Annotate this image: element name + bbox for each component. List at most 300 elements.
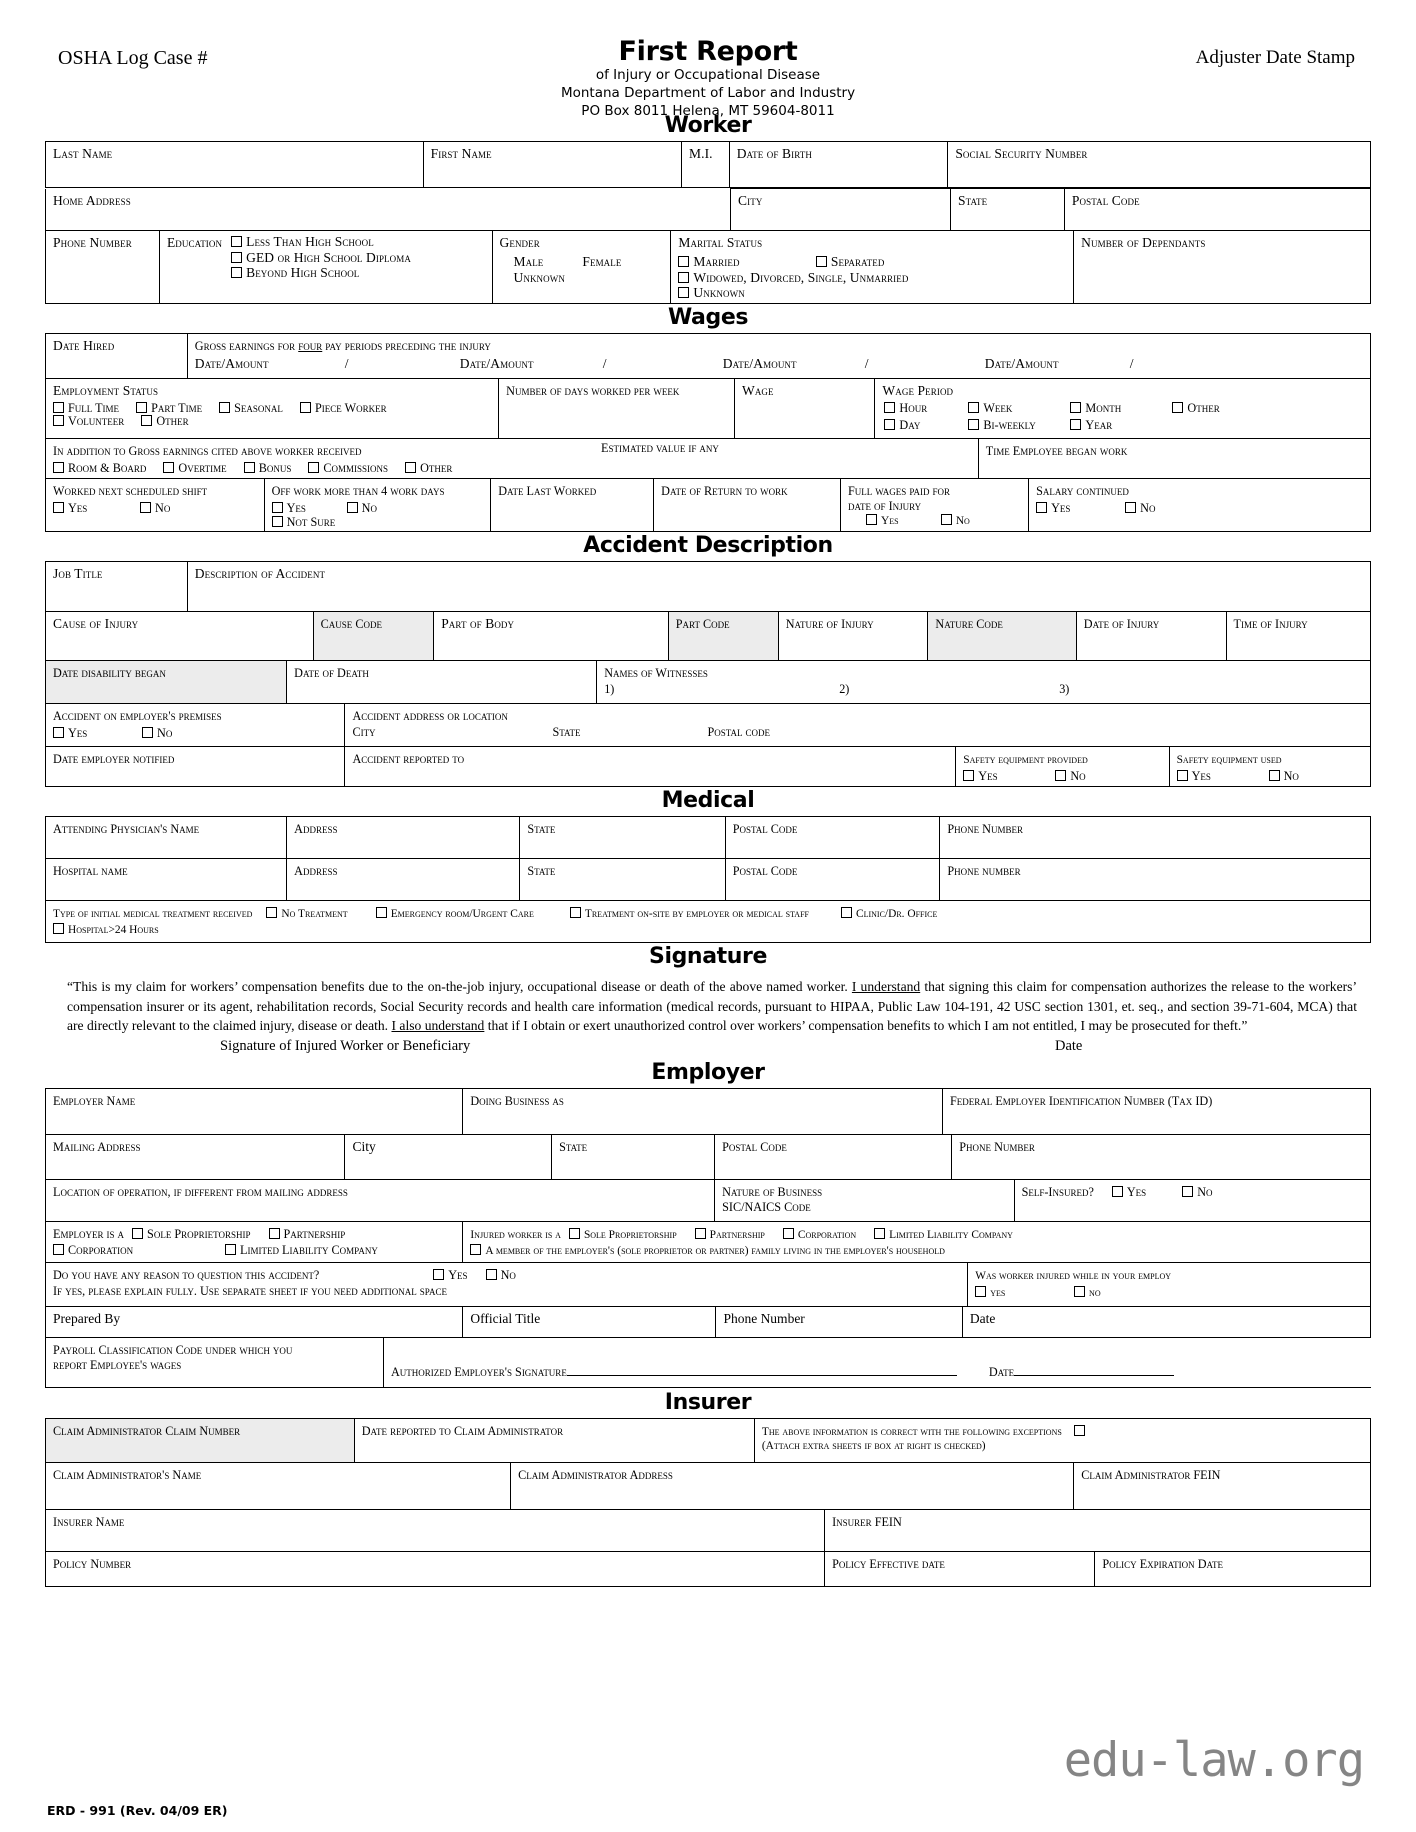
field-hospital-postal[interactable] — [725, 858, 940, 900]
salary-no[interactable]: No — [1125, 502, 1155, 516]
wage-period-day[interactable]: Day — [884, 419, 920, 433]
field-label: Phone Number — [959, 1140, 1035, 1155]
insurer-section — [45, 1418, 1371, 1463]
accident-address-parts — [352, 726, 1365, 744]
field-number-of-dependants[interactable] — [1074, 231, 1371, 303]
field-location-of-operation[interactable] — [46, 1180, 715, 1222]
field-middle-initial[interactable] — [682, 142, 730, 188]
checkbox-icon[interactable] — [1125, 502, 1136, 513]
checkbox-icon[interactable] — [884, 402, 895, 413]
salary-yes[interactable]: Yes — [1036, 502, 1108, 516]
field-doing-business-as[interactable] — [463, 1089, 943, 1135]
field-label: Employer Name — [53, 1094, 136, 1109]
accident-notified-row — [45, 747, 1371, 787]
section-banner-wages: Wages — [667, 304, 749, 330]
checkbox-icon[interactable] — [874, 1228, 885, 1239]
field-accident-on-premises[interactable] — [46, 704, 345, 747]
field-label: Gender — [499, 235, 540, 250]
signature-block — [45, 972, 1371, 1060]
employment-option-part-time[interactable]: Part Time — [136, 402, 202, 416]
checkbox-icon[interactable] — [1269, 770, 1280, 781]
checkbox-icon[interactable] — [1182, 1186, 1193, 1197]
treatment-on-site[interactable]: Treatment on-site by employer or medical staff — [570, 907, 809, 921]
field-education[interactable] — [159, 231, 492, 303]
employer-type-corporation[interactable]: Corporation — [53, 1244, 208, 1258]
employer-type-partnership[interactable]: Partnership — [269, 1228, 346, 1242]
checkbox-icon[interactable] — [866, 514, 877, 525]
field-employer-phone-2[interactable] — [716, 1307, 962, 1337]
field-label: Description of Accident — [194, 566, 326, 582]
field-label: Phone Number — [53, 235, 132, 250]
checkbox-icon[interactable] — [231, 236, 242, 247]
education-option-ged[interactable]: GED or High School Diploma — [231, 250, 411, 266]
witness-2[interactable]: 2) — [839, 681, 850, 696]
field-injured-while-employ[interactable] — [968, 1263, 1371, 1307]
checkbox-icon[interactable] — [225, 1244, 236, 1255]
field-label: Cause of Injury — [53, 616, 139, 632]
field-label: City — [352, 1139, 376, 1155]
checkbox-icon[interactable] — [968, 419, 979, 430]
checkbox-icon[interactable] — [53, 923, 64, 934]
checkbox-icon[interactable] — [884, 419, 895, 430]
field-nature-of-business[interactable] — [715, 1180, 1014, 1222]
field-policy-expiration-date[interactable] — [1095, 1552, 1371, 1586]
accident-postal[interactable]: Postal code — [707, 724, 771, 739]
field-employer-phone[interactable] — [952, 1135, 1371, 1179]
field-label: Time Employee began work — [985, 443, 1128, 458]
off-work-not-sure[interactable]: Not Sure — [272, 516, 336, 530]
addition-option-other[interactable]: Other — [405, 462, 452, 476]
field-label: Type of initial medical treatment received — [53, 907, 253, 920]
checkbox-icon[interactable] — [678, 272, 689, 283]
wages-shift-row — [45, 479, 1371, 532]
field-hospital-address[interactable] — [287, 858, 520, 900]
field-date-hired[interactable] — [46, 333, 188, 378]
field-description-of-accident[interactable] — [187, 562, 1370, 612]
field-label: Date employer notified — [53, 751, 175, 766]
checkbox-icon[interactable] — [963, 770, 974, 781]
field-label: Date of Return to work — [661, 484, 788, 499]
employer-payroll-row — [45, 1338, 1371, 1389]
signature-underline-1: I understand — [851, 979, 921, 995]
wage-period-hour[interactable]: Hour — [884, 402, 927, 416]
field-date-of-birth[interactable] — [729, 142, 948, 188]
field-part-code[interactable] — [668, 612, 778, 660]
checkbox-icon[interactable] — [841, 907, 852, 918]
wage-period-other[interactable]: Other — [1172, 402, 1219, 416]
injured-employ-options — [975, 1286, 1365, 1300]
field-label: City — [738, 193, 763, 208]
treatment-emergency-room[interactable]: Emergency room/Urgent Care — [376, 907, 534, 921]
self-insured-no[interactable]: No — [1182, 1186, 1212, 1200]
field-nature-code[interactable] — [928, 612, 1076, 660]
field-label: Address — [294, 863, 338, 878]
checkbox-icon[interactable] — [231, 252, 242, 263]
employer-type-row — [45, 1222, 1371, 1263]
field-cause-of-injury[interactable] — [46, 612, 314, 660]
field-marital-status[interactable] — [671, 231, 1074, 303]
addition-option-commissions[interactable]: Commissions — [308, 462, 388, 476]
premises-no[interactable]: No — [142, 727, 172, 741]
employer-type-llc[interactable]: Limited Liability Company — [225, 1244, 378, 1258]
field-physician-postal[interactable] — [725, 816, 940, 858]
checkbox-icon[interactable] — [678, 287, 689, 298]
checkbox-icon[interactable] — [570, 907, 581, 918]
checkbox-icon[interactable] — [816, 256, 827, 267]
employment-option-volunteer[interactable]: Volunteer — [53, 415, 124, 429]
insurer-claim-row — [46, 1419, 1371, 1463]
field-city[interactable] — [731, 189, 951, 231]
treatment-clinic[interactable]: Clinic/Dr. Office — [841, 907, 937, 921]
field-claim-admin-address[interactable] — [511, 1463, 1074, 1509]
field-employer-name[interactable] — [46, 1089, 463, 1135]
form-subtitle-1: of Injury or Occupational Disease — [595, 67, 821, 83]
checkbox-icon[interactable] — [53, 402, 64, 413]
worker-demographics-row — [45, 231, 1371, 304]
authorized-date-line[interactable] — [1014, 1363, 1174, 1376]
field-employment-status[interactable] — [46, 379, 499, 439]
gender-option-female[interactable]: Female — [582, 254, 622, 269]
field-days-worked-per-week[interactable] — [499, 379, 735, 439]
field-claim-admin-name[interactable] — [46, 1463, 511, 1509]
accident-job-row — [46, 562, 1371, 612]
field-label: Home Address — [53, 192, 131, 208]
employer-type-sole-prop[interactable]: Sole Proprietorship — [132, 1228, 250, 1242]
field-home-address[interactable] — [46, 189, 731, 231]
field-hospital-state[interactable] — [520, 858, 725, 900]
safety-used-yes[interactable]: Yes — [1177, 770, 1252, 784]
field-above-info-correct[interactable] — [754, 1419, 1370, 1463]
checkbox-icon[interactable] — [433, 1269, 444, 1280]
field-label: Job Title — [53, 566, 103, 582]
checkbox-icon[interactable] — [470, 1244, 481, 1255]
employment-option-seasonal[interactable]: Seasonal — [219, 402, 283, 416]
field-names-of-witnesses[interactable] — [597, 661, 1371, 704]
employment-option-piece-worker[interactable]: Piece Worker — [300, 402, 387, 416]
field-payroll-classification[interactable] — [46, 1338, 384, 1388]
checkbox-icon[interactable] — [141, 415, 152, 426]
checkbox-icon[interactable] — [1074, 1425, 1085, 1436]
accident-disability-row — [45, 661, 1371, 704]
wage-period-biweekly[interactable]: Bi-weekly — [968, 419, 1035, 433]
gender-option-male[interactable]: Male — [513, 254, 544, 269]
checkbox-icon[interactable] — [678, 256, 689, 267]
field-label: Social Security Number — [955, 146, 1088, 161]
signature-text-3: that if I obtain or exert unauthorized control over workers’ compensation benefits to which I am not entitled, I may be prosecuted for theft.” — [484, 1018, 1248, 1034]
education-option-less-than-hs[interactable]: Less Than High School — [231, 234, 411, 250]
signature-field-label[interactable]: Signature of Injured Worker or Beneficiary — [220, 1038, 471, 1055]
field-label: Payroll Classification Code under which you — [53, 1342, 293, 1357]
safety-used-no[interactable]: No — [1269, 770, 1299, 784]
wage-period-week[interactable]: Week — [968, 402, 1012, 416]
worker-type-sole-prop[interactable]: Sole Proprietorship — [569, 1228, 677, 1242]
witness-3[interactable]: 3) — [1059, 681, 1070, 696]
worked-next-shift-no[interactable]: No — [140, 502, 170, 516]
premises-yes[interactable]: Yes — [53, 727, 125, 741]
field-self-insured[interactable] — [1014, 1180, 1370, 1222]
full-wages-no[interactable]: No — [941, 514, 970, 528]
field-hospital-name[interactable] — [46, 858, 287, 900]
date-amount-row — [195, 356, 1365, 376]
checkbox-icon[interactable] — [1074, 1286, 1085, 1297]
employment-option-other[interactable]: Other — [141, 415, 188, 429]
employment-status-row2 — [53, 415, 493, 429]
marital-option-widowed[interactable]: Widowed, Divorced, Single, Unmarried — [678, 270, 1068, 286]
checkbox-icon[interactable] — [1055, 770, 1066, 781]
checkbox-icon[interactable] — [142, 727, 153, 738]
wage-period-year[interactable]: Year — [1070, 419, 1112, 433]
checkbox-icon[interactable] — [376, 907, 387, 918]
checkbox-icon[interactable] — [136, 402, 147, 413]
worked-next-shift-options — [53, 502, 259, 516]
field-date-return-to-work[interactable] — [654, 479, 841, 532]
field-safety-equipment-used[interactable] — [1169, 747, 1370, 786]
education-option-beyond-hs[interactable]: Beyond High School — [231, 265, 411, 281]
off-work-no[interactable]: No — [347, 502, 399, 516]
field-label: Insurer FEIN — [832, 1514, 902, 1529]
worker-type-corporation[interactable]: Corporation — [783, 1228, 856, 1242]
field-physician-state[interactable] — [520, 816, 725, 858]
field-wage[interactable] — [734, 379, 874, 439]
worked-next-shift-yes[interactable]: Yes — [53, 502, 123, 516]
field-worked-next-shift[interactable] — [46, 479, 265, 532]
field-physician-name[interactable] — [46, 816, 287, 858]
form-header — [45, 0, 1371, 119]
checkbox-icon[interactable] — [53, 415, 64, 426]
injured-employ-no[interactable]: no — [1074, 1286, 1101, 1300]
field-label: Wage Period — [882, 382, 954, 398]
field-safety-equipment-provided[interactable] — [956, 747, 1169, 786]
field-cause-code[interactable] — [313, 612, 434, 660]
field-insurer-fein[interactable] — [825, 1510, 1371, 1552]
field-policy-number[interactable] — [46, 1552, 825, 1586]
safety-provided-no[interactable]: No — [1055, 770, 1085, 784]
field-first-name[interactable] — [423, 142, 681, 188]
checkbox-icon[interactable] — [272, 516, 283, 527]
field-date-last-worked[interactable] — [491, 479, 654, 532]
date-amount-4[interactable]: Date/Amount — [984, 355, 1059, 371]
field-physician-phone[interactable] — [940, 816, 1371, 858]
checkbox-icon[interactable] — [53, 1244, 64, 1255]
field-claim-admin-number[interactable] — [46, 1419, 355, 1463]
field-prepared-by[interactable] — [46, 1307, 463, 1337]
field-full-wages-paid[interactable] — [840, 479, 1028, 532]
field-label: Official Title — [470, 1311, 541, 1327]
safety-provided-yes[interactable]: Yes — [963, 770, 1038, 784]
field-date-employer-notified[interactable] — [46, 747, 345, 786]
field-insurer-name[interactable] — [46, 1510, 825, 1552]
field-label: Employer is a — [53, 1227, 125, 1242]
slash-1: / — [344, 355, 349, 371]
checkbox-icon[interactable] — [53, 462, 64, 473]
field-label: Part Code — [675, 617, 730, 632]
checkbox-icon[interactable] — [783, 1228, 794, 1239]
self-insured-yes[interactable]: Yes — [1112, 1186, 1146, 1200]
field-treatment-type[interactable] — [46, 901, 1371, 943]
addition-option-bonus[interactable]: Bonus — [244, 462, 292, 476]
field-label: Last Name — [53, 146, 113, 161]
employer-name-row — [46, 1089, 1371, 1135]
medical-section — [45, 816, 1371, 901]
checkbox-icon[interactable] — [347, 502, 358, 513]
field-postal-code[interactable] — [1064, 189, 1370, 231]
field-hospital-phone[interactable] — [940, 858, 1371, 900]
field-policy-effective-date[interactable] — [825, 1552, 1095, 1586]
checkbox-icon[interactable] — [272, 502, 283, 513]
field-off-work-4-days[interactable] — [264, 479, 491, 532]
date-amount-1[interactable]: Date/Amount — [194, 355, 269, 371]
employment-option-full-time[interactable]: Full Time — [53, 402, 119, 416]
field-date-of-death[interactable] — [287, 661, 597, 704]
checkbox-icon[interactable] — [53, 727, 64, 738]
field-accident-address[interactable] — [345, 704, 1371, 747]
wage-period-row1 — [882, 402, 1365, 419]
full-wages-yes[interactable]: Yes — [866, 514, 924, 528]
field-wage-period[interactable] — [875, 379, 1371, 439]
treatment-no-treatment[interactable]: No Treatment — [266, 907, 347, 921]
authorized-signature-label: Authorized Employer's Signature — [391, 1365, 567, 1380]
signature-date-label[interactable]: Date — [1055, 1038, 1083, 1055]
injured-employ-yes[interactable]: yes — [975, 1286, 1057, 1300]
checkbox-icon[interactable] — [132, 1228, 143, 1239]
checkbox-icon[interactable] — [308, 462, 319, 473]
field-official-title[interactable] — [463, 1307, 716, 1337]
field-claim-admin-fein[interactable] — [1074, 1463, 1371, 1509]
treatment-hospital-24[interactable]: Hospital>24 Hours — [53, 923, 1365, 937]
checkbox-icon[interactable] — [1112, 1186, 1123, 1197]
field-label-2: report Employee's wages — [53, 1357, 182, 1372]
checkbox-icon[interactable] — [219, 402, 230, 413]
field-label: Employment Status — [53, 382, 159, 398]
field-fein[interactable] — [943, 1089, 1371, 1135]
field-salary-continued[interactable] — [1029, 479, 1371, 532]
accident-state[interactable]: State — [552, 724, 581, 739]
employment-status-row1 — [53, 402, 493, 416]
marital-option-married[interactable]: Married — [678, 254, 798, 270]
date-amount-3[interactable]: Date/Amount — [722, 355, 797, 371]
field-label: State — [957, 193, 988, 208]
addition-option-room-board[interactable]: Room & Board — [53, 462, 146, 476]
checkbox-icon[interactable] — [405, 462, 416, 473]
form-subtitle-2: Montana Department of Labor and Industry — [560, 84, 856, 101]
employer-type-row2 — [53, 1244, 457, 1258]
worker-type-partnership[interactable]: Partnership — [695, 1228, 765, 1242]
marital-option-separated[interactable]: Separated — [816, 254, 885, 270]
checkbox-icon[interactable] — [569, 1228, 580, 1239]
checkbox-icon[interactable] — [1070, 402, 1081, 413]
checkbox-icon[interactable] — [266, 907, 277, 918]
date-amount-2[interactable]: Date/Amount — [459, 355, 534, 371]
checkbox-icon[interactable] — [695, 1228, 706, 1239]
field-date-reported-claim-admin[interactable] — [354, 1419, 754, 1463]
field-date-of-injury[interactable] — [1076, 612, 1226, 660]
worker-type-llc[interactable]: Limited Liability Company — [874, 1228, 1013, 1242]
field-label: State — [527, 821, 556, 836]
checkbox-icon[interactable] — [53, 502, 64, 513]
checkbox-icon[interactable] — [269, 1228, 280, 1239]
field-question-accident[interactable] — [46, 1263, 968, 1307]
field-label: State — [559, 1140, 588, 1155]
field-employer-city[interactable] — [345, 1135, 552, 1179]
authorized-signature-line[interactable] — [567, 1363, 957, 1376]
wages-gross-row — [46, 333, 1371, 378]
off-work-yes[interactable]: Yes — [272, 502, 330, 516]
field-label: Safety equipment used — [1176, 753, 1282, 766]
question-accident-yes[interactable]: Yes — [433, 1269, 467, 1283]
checkbox-icon[interactable] — [975, 1286, 986, 1297]
checkbox-icon[interactable] — [968, 402, 979, 413]
adjuster-date-stamp-label: Adjuster Date Stamp — [1195, 47, 1355, 68]
field-employer-is-a[interactable] — [46, 1222, 463, 1262]
checkbox-icon[interactable] — [941, 514, 952, 525]
section-banner-insurer: Insurer — [664, 1390, 752, 1416]
wage-period-row2 — [882, 419, 1365, 436]
field-gender[interactable] — [492, 231, 671, 303]
field-mailing-address[interactable] — [46, 1135, 345, 1179]
field-time-of-injury[interactable] — [1226, 612, 1370, 660]
field-label: Accident address or location — [352, 708, 508, 723]
field-state[interactable] — [950, 189, 1064, 231]
field-employer-postal[interactable] — [715, 1135, 952, 1179]
field-employer-date[interactable] — [962, 1307, 1370, 1337]
field-label: Mailing Address — [53, 1140, 141, 1155]
addition-option-overtime[interactable]: Overtime — [163, 462, 226, 476]
field-physician-address[interactable] — [287, 816, 520, 858]
slash-4: / — [1129, 355, 1134, 371]
explain-fully-label: If yes, please explain fully. Use separate sheet if you need additional space — [53, 1283, 447, 1298]
field-part-of-body[interactable] — [434, 612, 669, 660]
checkbox-icon[interactable] — [231, 267, 242, 278]
field-accident-reported-to[interactable] — [345, 747, 956, 786]
field-time-began-work[interactable] — [978, 439, 1370, 479]
gender-option-unknown[interactable]: Unknown — [513, 269, 565, 285]
safety-provided-options — [963, 770, 1163, 784]
field-phone-number[interactable] — [46, 231, 160, 303]
signature-text-2: that signing this claim for compensation authorizes the release to the workers’ compensation insurer or its agent, rehabilitation records, Social Security records and health care information (medical records, pursuant to HIPAA, Public Law 104-191, 42 USC section 1301, et. seq., and section 39-71-604, MCA) that are directly relevant to the claimed injury, disease or death. — [67, 979, 1357, 1034]
field-label: Safety equipment provided — [963, 753, 1088, 766]
field-date-disability-began[interactable] — [46, 661, 287, 704]
worker-type-family-member[interactable]: A member of the employer's (sole proprietor or partner) family living in the employer's household — [470, 1244, 1365, 1258]
checkbox-icon[interactable] — [1177, 770, 1188, 781]
checkbox-icon[interactable] — [486, 1269, 497, 1280]
field-ssn[interactable] — [948, 142, 1371, 188]
checkbox-icon[interactable] — [1172, 402, 1183, 413]
wages-status-row — [45, 379, 1371, 439]
field-label: Claim Administrator FEIN — [1081, 1468, 1221, 1483]
accident-section — [45, 561, 1371, 612]
checkbox-icon[interactable] — [244, 462, 255, 473]
authorized-date-label: Date — [988, 1365, 1015, 1380]
checkbox-icon[interactable] — [1070, 419, 1081, 430]
checkbox-icon[interactable] — [1036, 502, 1047, 513]
field-in-addition-to-gross[interactable] — [46, 439, 979, 479]
marital-option-unknown[interactable]: Unknown — [678, 285, 1068, 301]
field-employer-state[interactable] — [552, 1135, 715, 1179]
field-nature-of-injury[interactable] — [778, 612, 928, 660]
checkbox-icon[interactable] — [300, 402, 311, 413]
witness-1[interactable]: 1) — [604, 681, 615, 696]
checkbox-icon[interactable] — [140, 502, 151, 513]
field-last-name[interactable] — [46, 142, 424, 188]
checkbox-icon[interactable] — [163, 462, 174, 473]
field-job-title[interactable] — [46, 562, 188, 612]
section-banner-signature: Signature — [649, 944, 767, 970]
field-gross-earnings[interactable] — [187, 333, 1370, 378]
wage-period-month[interactable]: Month — [1070, 402, 1121, 416]
accident-city[interactable]: City — [352, 724, 376, 739]
field-injured-worker-is-a[interactable] — [463, 1222, 1371, 1262]
question-accident-no[interactable]: No — [486, 1269, 516, 1283]
